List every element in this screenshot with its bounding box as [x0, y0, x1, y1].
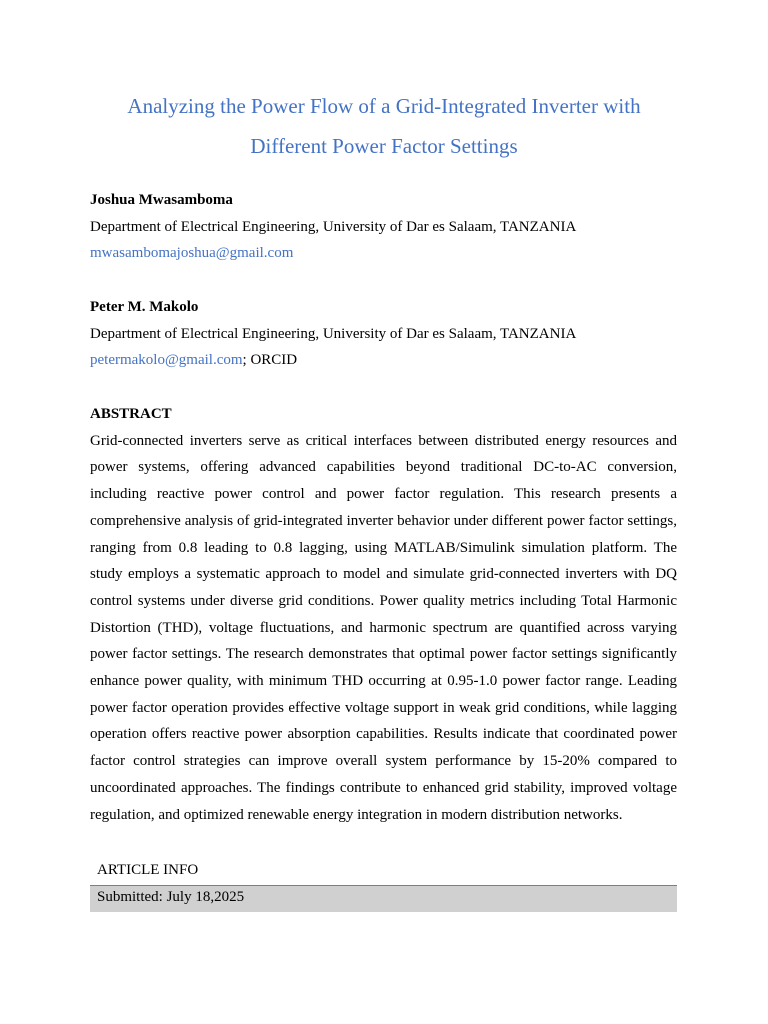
- author-block-1: [90, 187, 690, 267]
- abstract-heading: ABSTRACT: [90, 406, 172, 422]
- abstract-body: Grid-connected inverters serve as critical interfaces between distributed energy resources and power systems, offering advanced capabilities beyond traditional DC-to-AC conversion, including reactive power control and power factor regulation. This research presents a comprehensive analysis of grid-integrated inverter behavior under different power factor settings, ranging from 0.8 leading to 0.8 lagging, using MATLAB/Simulink simulation platform. The study employs a systematic approach to model and simulate grid-connected inverters with DQ control systems under diverse grid conditions. Power quality metrics including Total Harmonic Distortion (THD), voltage fluctuations, and harmonic spectrum are quantified across varying power factor settings. The research demonstrates that optimal power factor settings significantly enhance power quality, with minimum THD occurring at 0.95-1.0 power factor range. Leading power factor operation provides effective voltage support in weak grid conditions, while lagging operation offers reactive power absorption capabilities. Results indicate that coordinated power factor control strategies can improve overall system performance by 15-20% compared to uncoordinated approaches. The findings contribute to enhanced grid stability, improved voltage regulation, and optimized renewable energy integration in modern distribution networks.: [90, 432, 677, 823]
- author-contact: [90, 240, 690, 267]
- author-name: Peter M. Makolo: [90, 299, 199, 315]
- author-name: Joshua Mwasamboma: [90, 192, 233, 208]
- abstract-section: [90, 401, 677, 828]
- submitted-date: Submitted: July 18,2025: [90, 886, 677, 912]
- author-email-link[interactable]: petermakolo@gmail.com: [90, 352, 243, 369]
- author-contact-extra: ; ORCID: [242, 352, 298, 369]
- author-contact: [90, 347, 690, 374]
- article-info-section: [90, 857, 677, 912]
- author-block-2: [90, 294, 690, 374]
- paper-title-line-2: Different Power Factor Settings: [250, 134, 518, 158]
- author-affiliation: Department of Electrical Engineering, University of Dar es Salaam, TANZANIA: [90, 325, 577, 342]
- paper-title-line-1: Analyzing the Power Flow of a Grid-Integrated Inverter with: [127, 94, 641, 118]
- article-info-label: ARTICLE INFO: [90, 857, 677, 886]
- author-email-link[interactable]: mwasambomajoshua@gmail.com: [90, 245, 294, 262]
- paper-title: [90, 86, 678, 166]
- author-affiliation: Department of Electrical Engineering, University of Dar es Salaam, TANZANIA: [90, 218, 577, 235]
